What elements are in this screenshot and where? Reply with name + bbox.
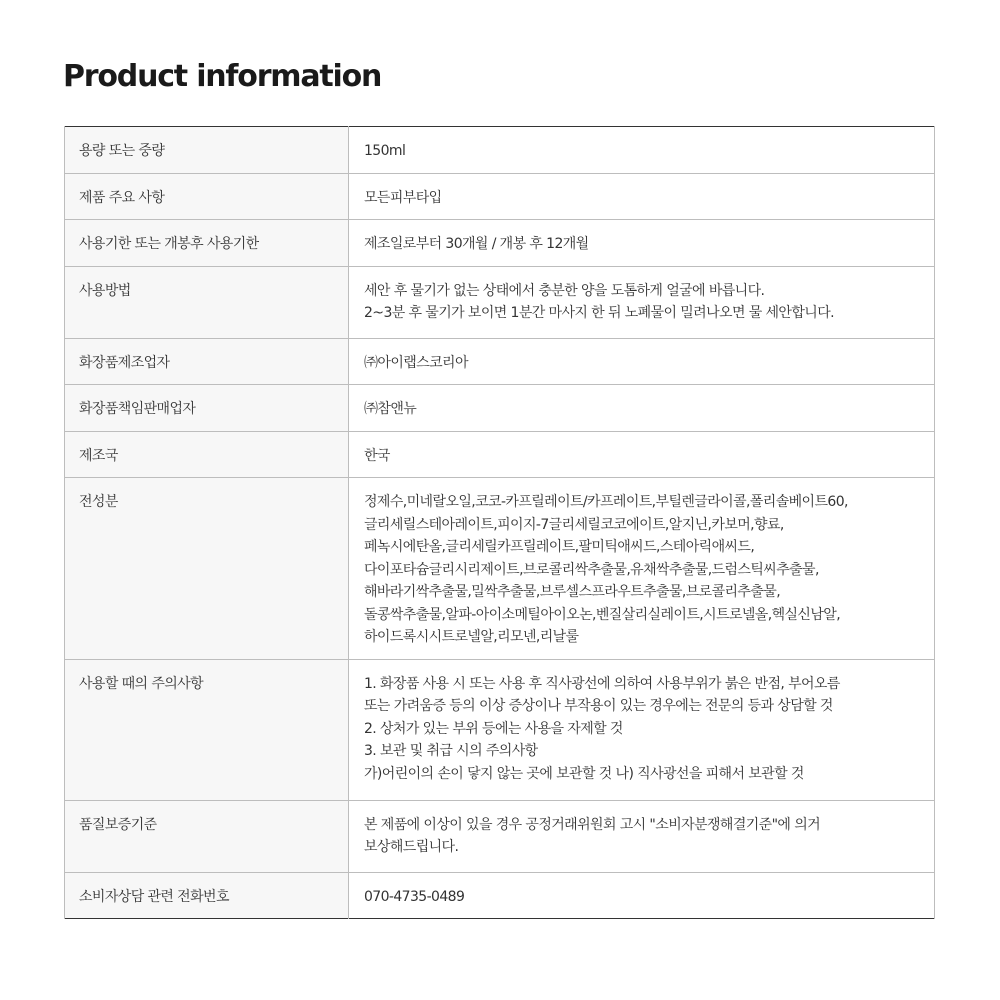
row-value-line: 제조일로부터 30개월 / 개봉 후 12개월 — [364, 236, 589, 252]
row-value-line: 모든피부타입 — [364, 189, 442, 206]
row-value-line: 2~3분 후 물기가 보이면 1분간 마사지 한 뒤 노폐물이 밀려나오면 물 세안합니다. — [364, 305, 834, 321]
row-value-cell — [349, 385, 935, 432]
row-label: 화장품책임판매업자 — [79, 401, 196, 417]
row-value-cell — [349, 659, 935, 800]
table-row — [65, 173, 935, 220]
table-row — [65, 127, 935, 174]
row-label: 소비자상담 관련 전화번호 — [79, 888, 229, 905]
row-value-line: 또는 가려움증 등의 이상 증상이나 부작용이 있는 경우에는 전문의 등과 상담할 것 — [364, 698, 833, 714]
row-value-line: 070-4735-0489 — [364, 888, 465, 905]
row-label: 전성분 — [79, 494, 118, 510]
table-row — [65, 338, 935, 385]
row-label: 품질보증기준 — [79, 816, 157, 833]
row-label: 사용방법 — [79, 282, 131, 299]
row-label-cell — [65, 220, 349, 267]
row-label: 제조국 — [79, 447, 118, 464]
row-value-line: 글리세릴스테아레이트,피이지-7글리세릴코코에이트,알지닌,카보머,향료, — [364, 516, 784, 533]
row-value-cell — [349, 800, 935, 872]
row-value-line: 한국 — [364, 447, 390, 464]
row-label-cell — [65, 872, 349, 919]
row-value-line: 본 제품에 이상이 있을 경우 공정거래위원회 고시 "소비자분쟁해결기준"에 의거 — [364, 816, 821, 833]
row-label-cell — [65, 127, 349, 174]
row-label-cell — [65, 478, 349, 660]
row-value-line: 다이포타슘글리시리제이트,브로콜리싹추출물,유채싹추출물,드럼스틱씨추출물, — [364, 561, 819, 578]
row-label-cell — [65, 173, 349, 220]
product-info-table — [64, 126, 935, 919]
row-value-line: 2. 상처가 있는 부위 등에는 사용을 자제할 것 — [364, 720, 623, 737]
row-label: 화장품제조업자 — [79, 354, 170, 371]
table-row — [65, 220, 935, 267]
table-row — [65, 266, 935, 338]
row-value-cell — [349, 431, 935, 478]
row-value-line: 세안 후 물기가 없는 상태에서 충분한 양을 도톰하게 얼굴에 바릅니다. — [364, 282, 765, 299]
row-value-line: 하이드록시시트로넬알,리모넨,리날룰 — [364, 629, 579, 645]
table-row — [65, 385, 935, 432]
row-value-line: 보상해드립니다. — [364, 839, 459, 855]
table-row — [65, 478, 935, 660]
row-value-cell — [349, 173, 935, 220]
row-value-cell — [349, 872, 935, 919]
row-value-line: 돌콩싹추출물,알파-아이소메틸아이오논,벤질살리실레이트,시트로넬올,헥실신남알, — [364, 606, 841, 623]
table-row — [65, 659, 935, 800]
table-row — [65, 800, 935, 872]
row-label-cell — [65, 659, 349, 800]
row-value-cell — [349, 127, 935, 174]
row-value-line: 정제수,미네랄오일,코코-카프릴레이트/카프레이트,부틸렌글라이콜,폴리솔베이트60, — [364, 494, 848, 510]
product-info-table-body — [65, 127, 935, 919]
row-label-cell — [65, 266, 349, 338]
row-value-cell — [349, 338, 935, 385]
row-label: 사용할 때의 주의사항 — [79, 675, 204, 692]
row-value-line: ㈜참앤뉴 — [364, 401, 417, 417]
table-row — [65, 431, 935, 478]
page-title: Product information — [63, 59, 382, 94]
row-label: 용량 또는 중량 — [79, 143, 165, 159]
row-value-line: 1. 화장품 사용 시 또는 사용 후 직사광선에 의하여 사용부위가 붉은 반점, 부어오름 — [364, 675, 840, 692]
row-value-cell — [349, 220, 935, 267]
row-label-cell — [65, 385, 349, 432]
row-value-line: ㈜아이랩스코리아 — [364, 354, 468, 371]
row-value-line: 가)어린이의 손이 닿지 않는 곳에 보관할 것 나) 직사광선을 피해서 보관할 것 — [364, 765, 804, 782]
row-value-cell — [349, 266, 935, 338]
row-label: 사용기한 또는 개봉후 사용기한 — [79, 236, 259, 252]
table-row — [65, 872, 935, 919]
row-label: 제품 주요 사항 — [79, 189, 165, 206]
row-value-line: 150ml — [364, 143, 406, 159]
row-label-cell — [65, 800, 349, 872]
row-label-cell — [65, 338, 349, 385]
row-label-cell — [65, 431, 349, 478]
row-value-line: 해바라기싹추출물,밀싹추출물,브루셀스프라우트추출물,브로콜리추출물, — [364, 584, 781, 600]
row-value-line: 페녹시에탄올,글리세릴카프릴레이트,팔미틱애씨드,스테아릭애씨드, — [364, 539, 755, 555]
row-value-cell — [349, 478, 935, 660]
row-value-line: 3. 보관 및 취급 시의 주의사항 — [364, 743, 538, 759]
